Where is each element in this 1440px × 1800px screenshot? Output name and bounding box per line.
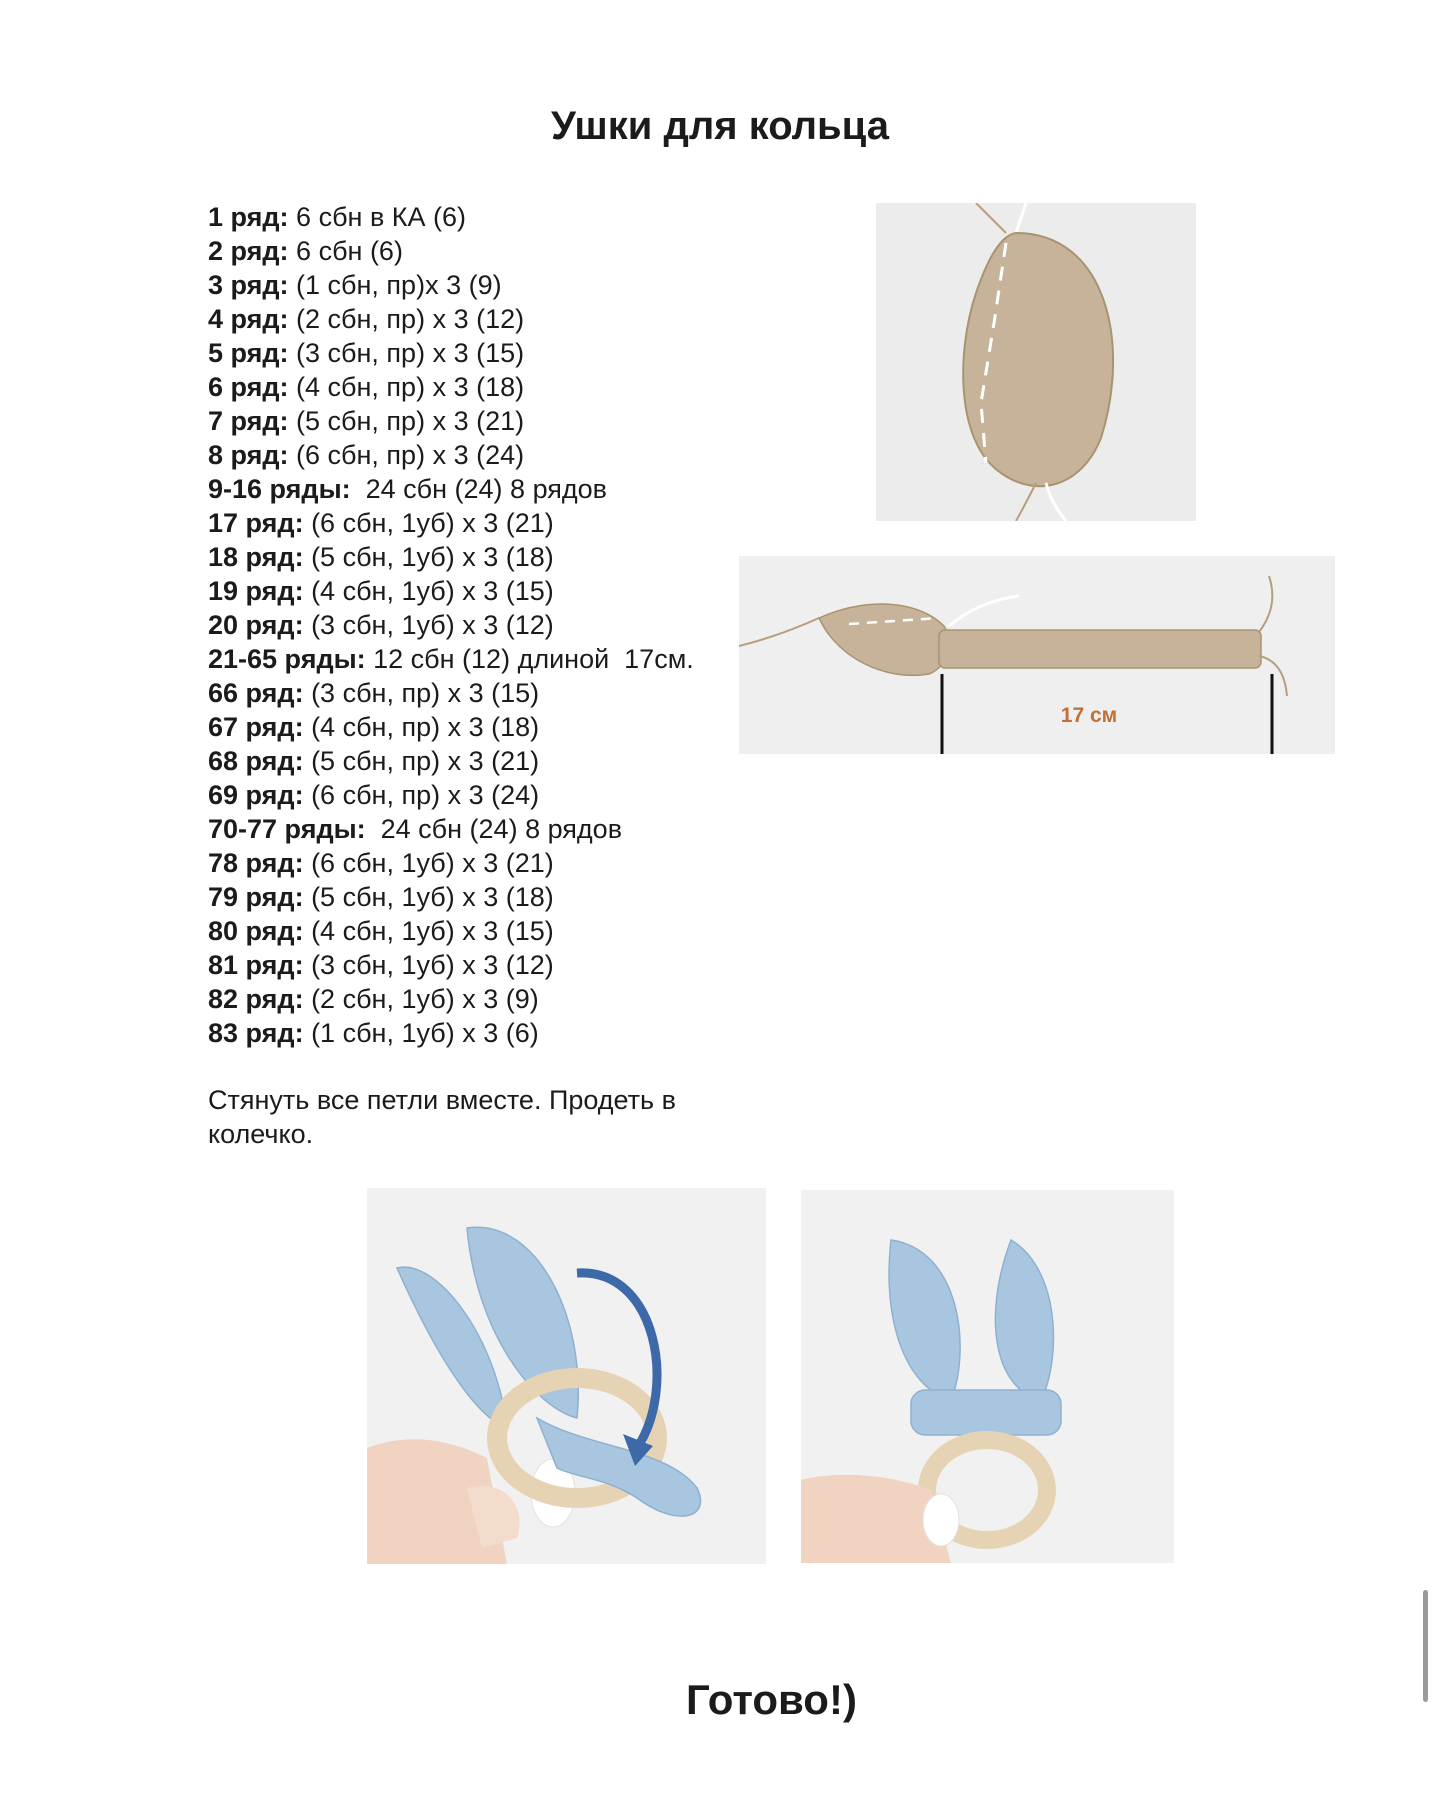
row-instruction bbox=[208, 642, 694, 676]
row-instruction bbox=[208, 778, 694, 812]
row-instruction bbox=[208, 472, 694, 506]
row-number-label: 83 ряд: bbox=[208, 1018, 304, 1048]
row-instruction bbox=[208, 812, 694, 846]
done-heading: Готово!) bbox=[686, 1676, 857, 1723]
row-instruction-text: (6 сбн, 1уб) х 3 (21) bbox=[303, 848, 554, 878]
row-instruction-text: (4 сбн, пр) х 3 (18) bbox=[288, 372, 525, 402]
row-number-label: 7 ряд: bbox=[208, 406, 289, 436]
row-number-label: 3 ряд: bbox=[208, 270, 289, 300]
photo-finished-teether bbox=[801, 1190, 1174, 1563]
row-instruction bbox=[208, 880, 694, 914]
row-number-label: 78 ряд: bbox=[208, 848, 304, 878]
row-instruction bbox=[208, 336, 694, 370]
row-instruction bbox=[208, 438, 694, 472]
row-instruction-text: 24 сбн (24) 8 рядов bbox=[350, 474, 608, 504]
row-instruction bbox=[208, 404, 694, 438]
row-number-label: 70-77 ряды: bbox=[208, 814, 366, 844]
row-number-label: 21-65 ряды: bbox=[208, 644, 366, 674]
measure-label: 17 см bbox=[1060, 704, 1118, 727]
row-instruction bbox=[208, 540, 694, 574]
row-number-label: 17 ряд: bbox=[208, 508, 304, 538]
row-instruction bbox=[208, 710, 694, 744]
row-instruction bbox=[208, 676, 694, 710]
row-instruction-text: (3 сбн, 1уб) х 3 (12) bbox=[303, 950, 554, 980]
photo-beige-strip bbox=[739, 556, 1335, 754]
row-instruction bbox=[208, 608, 694, 642]
row-instruction-text: 6 сбн (6) bbox=[288, 236, 403, 266]
row-instruction bbox=[208, 574, 694, 608]
row-number-label: 68 ряд: bbox=[208, 746, 304, 776]
row-instruction-text: (4 сбн, 1уб) х 3 (15) bbox=[303, 576, 554, 606]
row-instruction-text: (6 сбн, пр) х 3 (24) bbox=[303, 780, 540, 810]
row-instruction bbox=[208, 268, 694, 302]
row-instruction-text: (5 сбн, пр) х 3 (21) bbox=[288, 406, 525, 436]
row-number-label: 67 ряд: bbox=[208, 712, 304, 742]
row-number-label: 20 ряд: bbox=[208, 610, 304, 640]
row-number-label: 79 ряд: bbox=[208, 882, 304, 912]
row-instruction-text: (3 сбн, 1уб) х 3 (12) bbox=[303, 610, 554, 640]
row-instruction-text: (3 сбн, пр) х 3 (15) bbox=[303, 678, 540, 708]
scrollbar[interactable] bbox=[1423, 1590, 1428, 1702]
row-number-label: 1 ряд: bbox=[208, 202, 289, 232]
page-title: Ушки для кольца bbox=[551, 104, 889, 148]
row-instruction-text: (6 сбн, 1уб) х 3 (21) bbox=[303, 508, 554, 538]
row-number-label: 6 ряд: bbox=[208, 372, 289, 402]
row-instruction bbox=[208, 948, 694, 982]
row-number-label: 18 ряд: bbox=[208, 542, 304, 572]
row-instruction-text: 6 сбн в КА (6) bbox=[288, 202, 467, 232]
row-number-label: 66 ряд: bbox=[208, 678, 304, 708]
row-instruction-text: (5 сбн, 1уб) х 3 (18) bbox=[303, 542, 554, 572]
row-number-label: 8 ряд: bbox=[208, 440, 289, 470]
row-number-label: 81 ряд: bbox=[208, 950, 304, 980]
row-number-label: 4 ряд: bbox=[208, 304, 289, 334]
row-number-label: 19 ряд: bbox=[208, 576, 304, 606]
row-instruction-text: (1 сбн, 1уб) х 3 (6) bbox=[303, 1018, 539, 1048]
row-instruction bbox=[208, 506, 694, 540]
row-instruction-text: (5 сбн, пр) х 3 (21) bbox=[303, 746, 540, 776]
row-instruction-text: (4 сбн, пр) х 3 (18) bbox=[303, 712, 540, 742]
row-instruction bbox=[208, 234, 694, 268]
row-number-label: 69 ряд: bbox=[208, 780, 304, 810]
row-instruction bbox=[208, 914, 694, 948]
row-instruction bbox=[208, 744, 694, 778]
row-instruction-text: (5 сбн, 1уб) х 3 (18) bbox=[303, 882, 554, 912]
finishing-note: Стянуть все петли вместе. Продеть в колечко. bbox=[208, 1085, 676, 1149]
row-number-label: 9-16 ряды: bbox=[208, 474, 351, 504]
row-instruction bbox=[208, 370, 694, 404]
row-instruction-text: (6 сбн, пр) х 3 (24) bbox=[288, 440, 525, 470]
row-instruction bbox=[208, 846, 694, 880]
row-instruction bbox=[208, 200, 694, 234]
row-instruction bbox=[208, 302, 694, 336]
row-instruction-text: 12 сбн (12) длиной 17см. bbox=[365, 644, 694, 674]
row-instruction-text: (2 сбн, 1уб) х 3 (9) bbox=[303, 984, 539, 1014]
row-instruction-text: 24 сбн (24) 8 рядов bbox=[365, 814, 623, 844]
row-number-label: 2 ряд: bbox=[208, 236, 289, 266]
row-instruction-text: (2 сбн, пр) х 3 (12) bbox=[288, 304, 525, 334]
row-instruction-text: (3 сбн, пр) х 3 (15) bbox=[288, 338, 525, 368]
row-instruction bbox=[208, 1016, 694, 1050]
row-number-label: 5 ряд: bbox=[208, 338, 289, 368]
photo-beige-ear bbox=[876, 203, 1196, 521]
row-instruction-text: (1 сбн, пр)х 3 (9) bbox=[288, 270, 502, 300]
row-instruction-text: (4 сбн, 1уб) х 3 (15) bbox=[303, 916, 554, 946]
row-instruction bbox=[208, 982, 694, 1016]
row-number-label: 80 ряд: bbox=[208, 916, 304, 946]
row-instructions-list bbox=[208, 200, 694, 1050]
photo-threading-ring bbox=[367, 1188, 766, 1564]
row-number-label: 82 ряд: bbox=[208, 984, 304, 1014]
